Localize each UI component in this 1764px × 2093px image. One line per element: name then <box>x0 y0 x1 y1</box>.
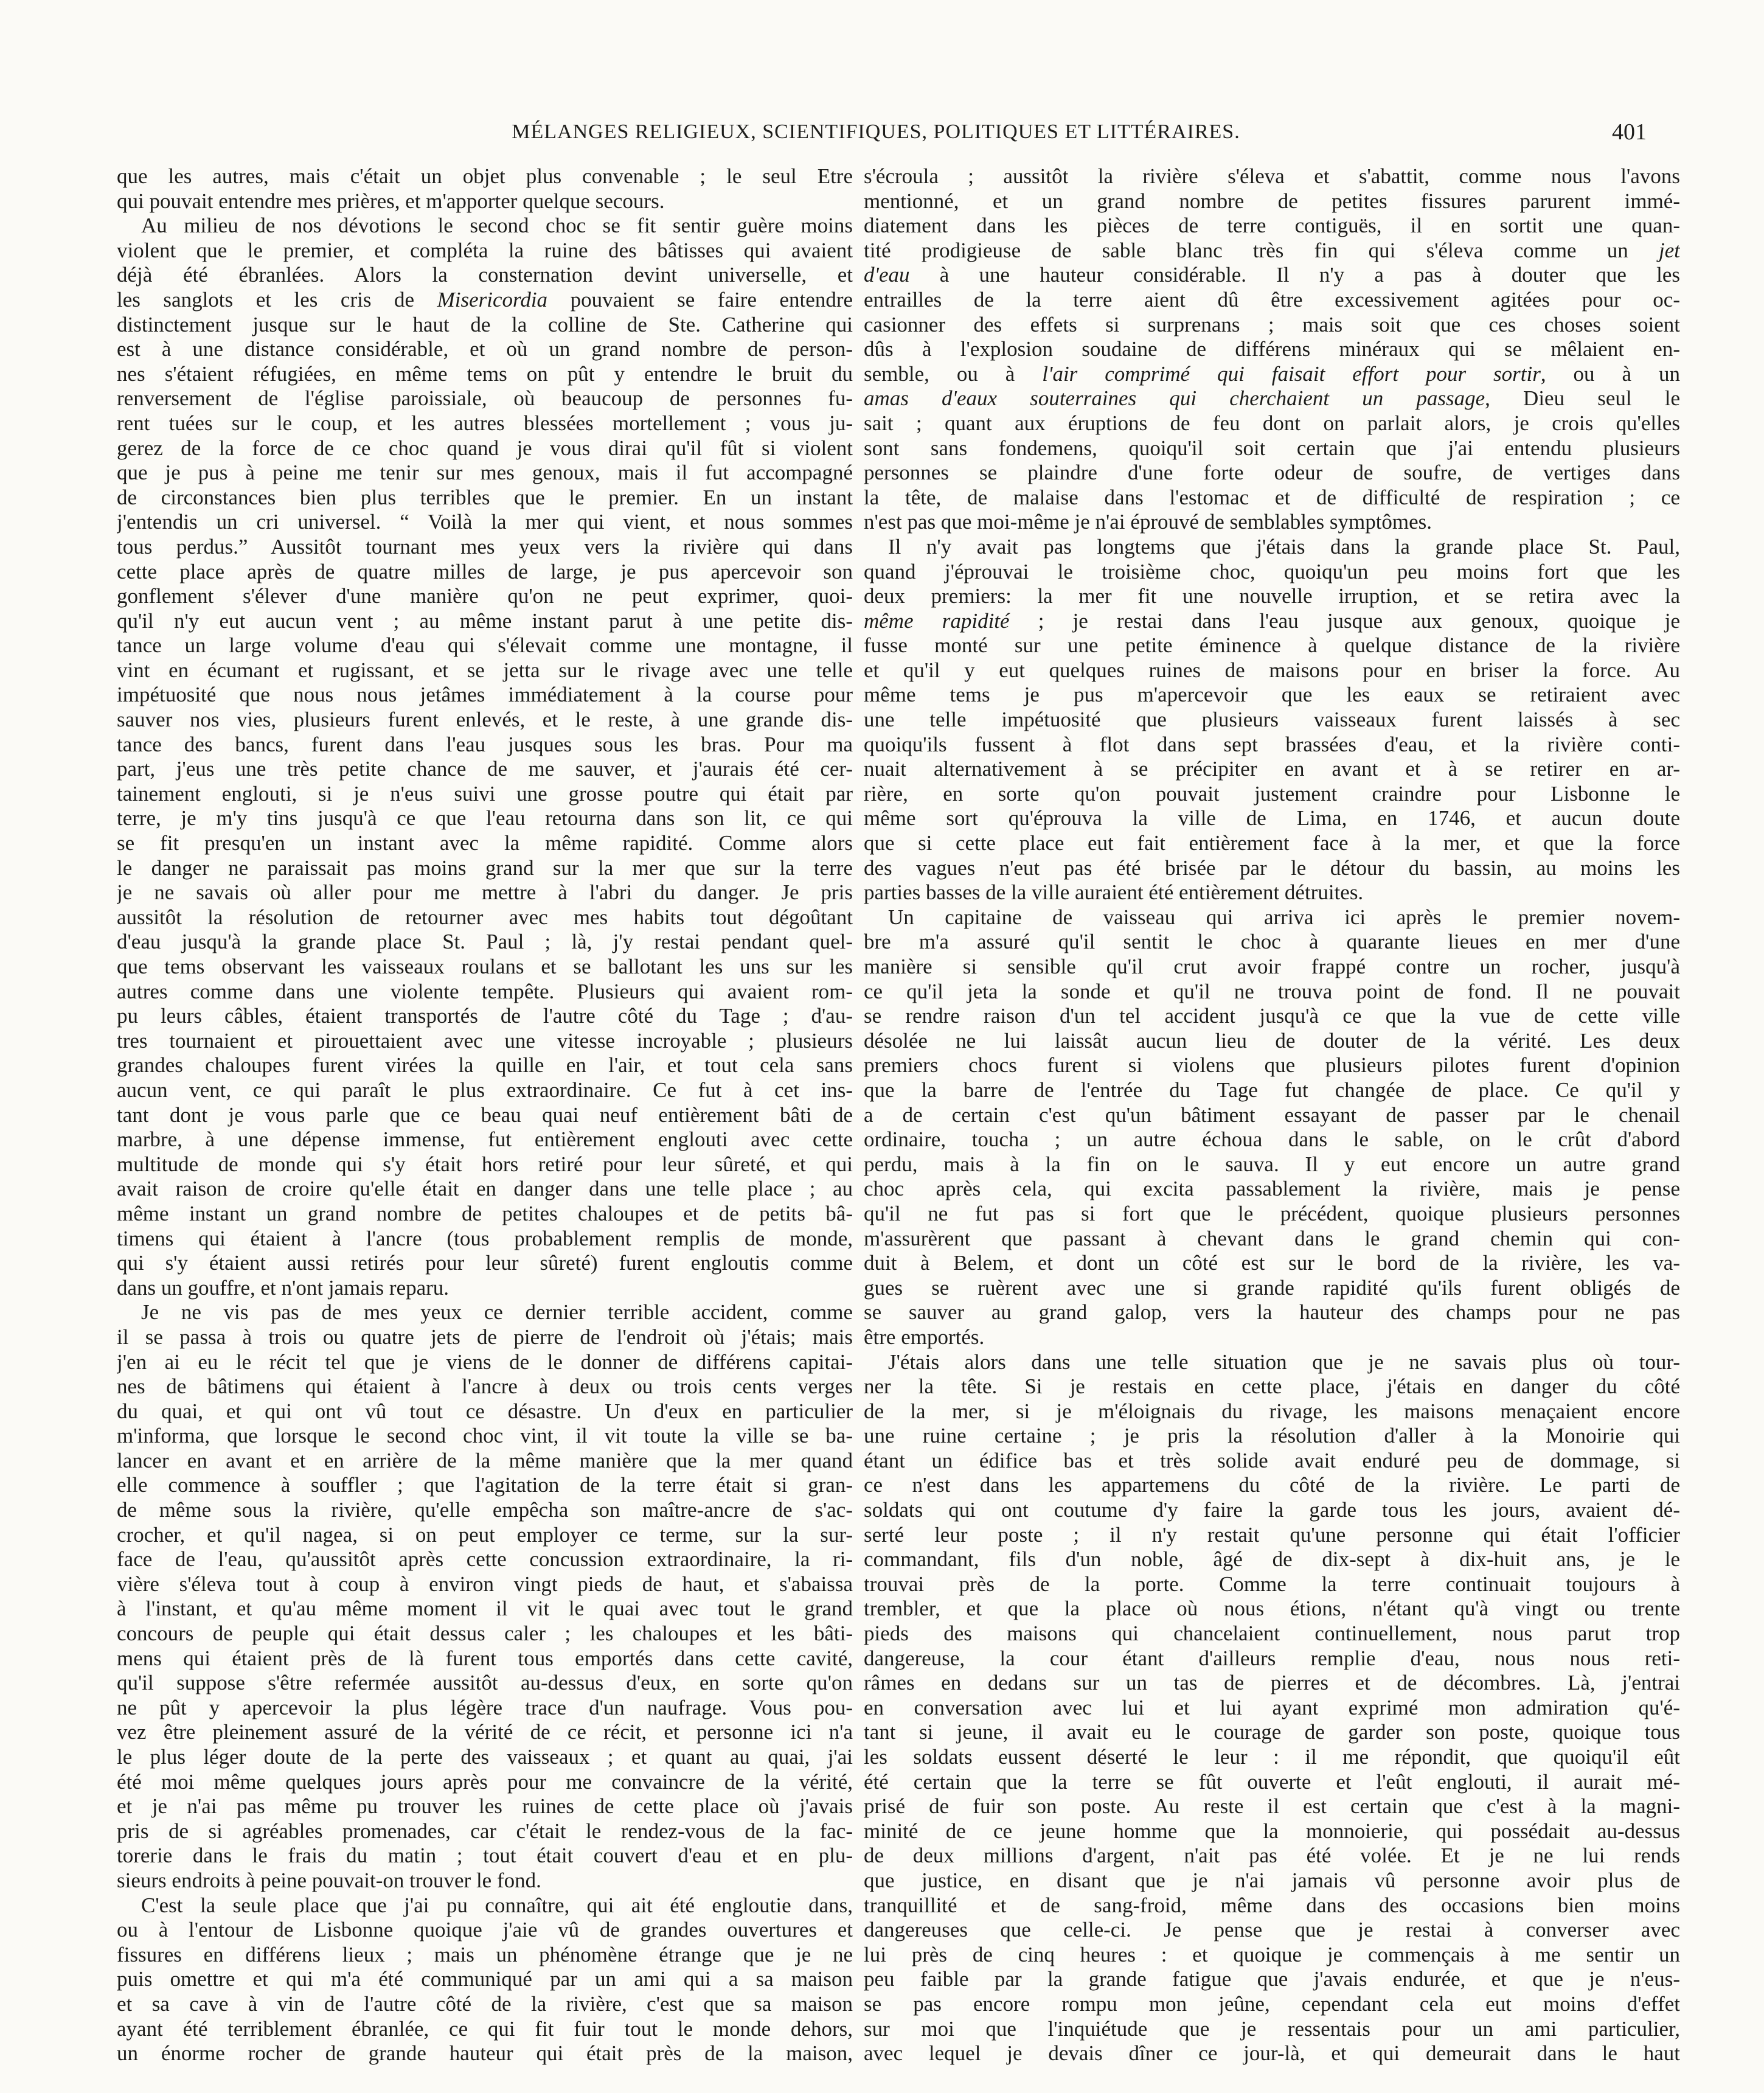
text-line: et qu'il y eut quelques ruines de maisons pour en briser la force. Au <box>864 658 1680 682</box>
text-line: elle commence à souffler ; que l'agitation de la terre était si gran- <box>117 1473 853 1497</box>
text-line <box>864 263 1680 288</box>
text-line: se pas encore rompu mon jeûne, cependant cela eut moins d'effet <box>864 1991 1680 2016</box>
text-line: prisé de fuir son poste. Au reste il est certain que c'est à la magni- <box>864 1794 1680 1819</box>
text-line: nuait alternativement à se précipiter en avant et à se retirer en ar- <box>864 757 1680 781</box>
text-line: renversement de l'église paroissiale, où beaucoup de personnes fu- <box>117 386 853 411</box>
text-line: qui s'y étaient aussi retirés pour leur sûreté) furent engloutis comme <box>117 1251 853 1275</box>
text-line: aussitôt la résolution de retourner avec mes habits tout dégoûtant <box>117 905 853 929</box>
text-segment: les sanglots et les cris de <box>117 287 437 312</box>
text-line: est à une distance considérable, et où un grand nombre de person- <box>117 337 853 361</box>
text-line: tance des bancs, furent dans l'eau jusques sous les bras. Pour ma <box>117 732 853 756</box>
running-head <box>116 117 1682 147</box>
text-line <box>864 386 1680 411</box>
text-line: vière s'éleva tout à coup à environ vingt pieds de haut, et s'abaissa <box>117 1572 853 1596</box>
text-line: lancer en avant et en arrière de la même manière que la mer quand <box>117 1448 853 1472</box>
text-line: sur moi que l'inquiétude que je ressentais pour un ami particulier, <box>864 2016 1680 2041</box>
text-line: fusse monté sur une petite éminence à quelque distance de la rivière <box>864 633 1680 658</box>
text-segment: tité prodigieuse de sable blanc très fin qui s'éleva comme un <box>864 238 1659 262</box>
text-line: autres comme dans une violente tempête. Plusieurs qui avaient rom- <box>117 979 853 1003</box>
text-line: serté leur poste ; il n'y restait qu'une personne qui était l'officier <box>864 1522 1680 1547</box>
text-line <box>864 362 1680 387</box>
text-line: face de l'eau, qu'aussitôt après cette concussion extraordinaire, la ri- <box>117 1547 853 1572</box>
text-line: grandes chaloupes furent virées la quille en l'air, et tout cela sans <box>117 1053 853 1078</box>
text-line: multitude de monde qui s'y était hors retiré pour leur sûreté, et qui <box>117 1152 853 1176</box>
text-line: duit à Belem, et dont un côté est sur le bord de la rivière, les va- <box>864 1251 1680 1275</box>
text-line: fissures en différens lieux ; mais un phénomène étrange que je ne <box>117 1942 853 1966</box>
paragraph <box>864 905 1680 1350</box>
running-head-title: MÉLANGES RELIGIEUX, SCIENTIFIQUES, POLITIQUES ET LITTÉRAIRES. <box>512 120 1240 143</box>
text-line: Il n'y avait pas longtems que j'étais dans la grande place St. Paul, <box>888 534 1680 559</box>
text-line: se rendre raison d'un tel accident jusqu'à ce que la vue de cette ville <box>864 1004 1680 1028</box>
text-line: et sa cave à vin de l'autre côté de la rivière, c'est que sa maison <box>117 1991 853 2016</box>
text-line: tant dont je vous parle que ce beau quai neuf entièrement bâti de <box>117 1102 853 1127</box>
text-line: dangereuses que celle-ci. Je pense que je restai à converser avec <box>864 1918 1680 1942</box>
text-line: qu'il ne fut pas si fort que le précédent, quoique plusieurs personnes <box>864 1201 1680 1225</box>
text-line: une telle impétuosité que plusieurs vaisseaux furent laissés à sec <box>864 708 1680 732</box>
text-line: mentionné, et un grand nombre de petites fissures parurent immé- <box>864 189 1680 213</box>
text-line: peu faible par la grande fatigue que j'avais endurée, et que je n'eus- <box>864 1967 1680 1991</box>
text-line: puis omettre et qui m'a été communiqué par un ami qui a sa maison <box>117 1967 853 1991</box>
text-line: d'eau jusqu'à la grande place St. Paul ; là, j'y restai pendant quel- <box>117 930 853 954</box>
text-line: le plus léger doute de la perte des vaisseaux ; et quant au quai, j'ai <box>117 1745 853 1769</box>
text-line: nes s'étaient réfugiées, en même tems on pût y entendre le bruit du <box>117 361 853 386</box>
text-line: qu'il suppose s'être refermée aussitôt au-dessus d'eux, en sorte qu'on <box>117 1671 853 1695</box>
text-line: J'étais alors dans une telle situation que je ne savais plus où tour- <box>888 1349 1680 1374</box>
text-line: étant un édifice bas et très solide avait enduré peu de dommage, si <box>864 1448 1680 1472</box>
text-line: gerez de la force de ce choc quand je vous dirai qu'il fût si violent <box>117 436 853 460</box>
text-line: part, j'eus une très petite chance de me sauver, et j'aurais été cer- <box>117 757 853 781</box>
text-line: a de certain c'est qu'un bâtiment essayant de passer par le chenail <box>864 1102 1680 1127</box>
text-line: marbre, à une dépense immense, fut entièrement englouti avec cette <box>117 1127 853 1152</box>
text-line: diatement dans les pièces de terre contiguës, il en sortit une quan- <box>864 214 1680 238</box>
text-line: que je pus à peine me tenir sur mes genoux, mais il fut accompagné <box>117 461 853 485</box>
left-column <box>117 164 853 2066</box>
text-line: avec lequel je devais dîner ce jour-là, et qui demeurait dans le haut <box>864 2041 1680 2066</box>
text-line: sont sans fondemens, quoiqu'il soit certain que j'ai entendu plusieurs <box>864 436 1680 460</box>
text-line: ne pût y apercevoir la plus légère trace d'un naufrage. Vous pou- <box>117 1695 853 1719</box>
text-line: qu'il n'y eut aucun vent ; au même instant parut à une petite dis- <box>117 608 853 633</box>
text-line: été moi même quelques jours après pour me convaincre de la vérité, <box>117 1769 853 1794</box>
paragraph <box>117 164 853 214</box>
text-line: casionner des effets si surprenans ; mais soit que ces choses soient <box>864 312 1680 336</box>
text-line: le danger ne paraissait pas moins grand sur la mer que sur la terre <box>117 855 853 880</box>
text-line: parties basses de la ville auraient été entièrement détruites. <box>864 880 1364 905</box>
paragraph <box>864 1350 1680 2066</box>
text-line: dûs à l'explosion soudaine de différens minéraux qui se mêlaient en- <box>864 337 1680 361</box>
text-line: violent que le premier, et compléta la ruine des bâtisses qui avaient <box>117 238 853 262</box>
italic-text: jet <box>1659 238 1680 262</box>
text-line <box>864 239 1680 263</box>
text-line: sieurs endroits à peine pouvait-on trouver le fond. <box>117 1868 541 1892</box>
text-line: se sauver au grand galop, vers la hauteur des champs pour ne pas <box>864 1300 1680 1325</box>
text-line: que justice, en disant que je n'ai jamais vû personne avoir plus de <box>864 1868 1680 1892</box>
text-line: de la mer, si je m'éloignais du rivage, les maisons menaçaient encore <box>864 1399 1680 1423</box>
text-line: torerie dans le frais du matin ; tout était couvert d'eau et en plu- <box>117 1844 853 1868</box>
text-line: des vagues n'eut pas été brisée par le détour du bassin, au moins les <box>864 855 1680 880</box>
text-line: en conversation avec lui et lui ayant exprimé mon admiration qu'é- <box>864 1695 1680 1719</box>
text-line: même instant un grand nombre de petites chaloupes et de petits bâ- <box>117 1201 853 1225</box>
text-line: C'est la seule place que j'ai pu connaître, qui ait été engloutie dans, <box>141 1893 853 1917</box>
paragraph <box>864 535 1680 905</box>
text-line: personnes se plaindre d'une forte odeur de soufre, de vertiges dans <box>864 461 1680 485</box>
text-line: que si cette place eut fait entièrement face à la mer, et que la force <box>864 831 1680 855</box>
text-line: que tems observant les vaisseaux roulans et se ballotant les uns sur les <box>117 955 853 978</box>
text-segment: à une hauteur considérable. Il n'y a pas à douter que les <box>909 263 1680 287</box>
text-line: m'informa, que lorsque le second choc vint, il vit toute la ville se ba- <box>117 1424 853 1448</box>
text-line: la tête, de malaise dans l'estomac et de difficulté de respiration ; ce <box>864 485 1680 509</box>
text-line: trouvai près de la porte. Comme la terre continuait toujours à <box>864 1572 1680 1596</box>
italic-text: d'eau <box>864 263 910 287</box>
text-line: Au milieu de nos dévotions le second choc se fit sentir guère moins <box>141 214 853 238</box>
text-line: j'entendis un cri universel. “ Voilà la mer qui vient, et nous sommes <box>117 510 853 534</box>
text-line: quand j'éprouvai le troisième choc, quoiqu'un peu moins fort que les <box>864 559 1680 583</box>
text-line: de circonstances bien plus terribles que le premier. En un instant <box>117 485 853 509</box>
text-line: qui pouvait entendre mes prières, et m'apporter quelque secours. <box>117 189 665 213</box>
text-line: ordinaire, toucha ; un autre échoua dans le sable, on le crût d'abord <box>864 1127 1680 1152</box>
text-line: rent tuées sur le coup, et les autres blessées mortellement ; vous ju- <box>117 411 853 435</box>
text-line: m'assurèrent que passant à chevant dans le grand chemin qui con- <box>864 1226 1680 1250</box>
text-line: dangereuse, la cour étant d'ailleurs remplie d'eau, nous nous reti- <box>864 1646 1680 1670</box>
text-line: entrailles de la terre aient dû être excessivement agitées pour oc- <box>864 287 1680 312</box>
text-line <box>117 288 853 313</box>
text-line: concours de peuple qui était dessus caler ; les chaloupes et les bâti- <box>117 1621 853 1646</box>
text-line: dans un gouffre, et n'ont jamais reparu. <box>117 1275 450 1300</box>
text-line: quoiqu'ils fussent à flot dans sept brassées d'eau, et la rivière conti- <box>864 732 1680 756</box>
text-line: que la barre de l'entrée du Tage fut changée de place. Ce qu'il y <box>864 1078 1680 1102</box>
text-line: sauver nos vies, plusieurs furent enlevés, et le reste, à une grande dis- <box>117 708 853 732</box>
text-line: distinctement jusque sur le haut de la colline de Ste. Catherine qui <box>117 312 853 336</box>
text-line: commandant, fils d'un noble, âgé de dix-sept à dix-huit ans, je le <box>864 1547 1680 1572</box>
text-line: tance un large volume d'eau qui s'élevait comme une montagne, il <box>117 633 853 658</box>
text-line: été certain que la terre se fût ouverte et l'eût englouti, il aurait mé- <box>864 1769 1680 1794</box>
text-line: même sort qu'éprouva la ville de Lima, en 1746, et aucun doute <box>864 806 1680 831</box>
text-line <box>864 609 1680 634</box>
text-line: pieds des maisons qui chancelaient continuellement, nous parut trop <box>864 1621 1680 1646</box>
text-line: il se passa à trois ou quatre jets de pierre de l'endroit où j'étais; mais <box>117 1325 853 1349</box>
text-segment: , Dieu seul le <box>1485 386 1680 411</box>
text-line: que les autres, mais c'était un objet plus convenable ; le seul Etre <box>117 164 853 188</box>
text-line: Un capitaine de vaisseau qui arriva ici après le premier novem- <box>888 905 1680 929</box>
text-line: déjà été ébranlées. Alors la consternation devint universelle, et <box>117 263 853 287</box>
italic-text: Misericordia <box>437 287 548 312</box>
italic-text: même rapidité <box>864 608 1010 633</box>
text-line: pu leurs câbles, étaient transportés de l'autre côté du Tage ; d'au- <box>117 1004 853 1028</box>
text-line: crocher, et qu'il nagea, si on peut employer ce terme, sur la sur- <box>117 1522 853 1547</box>
text-line: tranquillité et de sang-froid, même dans des occasions bien moins <box>864 1893 1680 1917</box>
text-line: tres tournaient et pirouettaient avec une vitesse incroyable ; plusieurs <box>117 1028 853 1053</box>
paragraph <box>864 164 1680 535</box>
paragraph <box>117 214 853 1300</box>
text-segment: pouvaient se faire entendre <box>547 287 853 312</box>
italic-text: l'air comprimé qui faisait effort pour sortir <box>1042 361 1541 386</box>
text-line: désolée ne lui laissât aucun lieu de douter de la vérité. Les deux <box>864 1028 1680 1053</box>
text-line: impétuosité que nous nous jetâmes immédiatement à la course pour <box>117 683 853 707</box>
text-line: terre, je m'y tins jusqu'à ce que l'eau retourna dans son lit, ce qui <box>117 806 853 831</box>
text-line: timens qui étaient à l'ancre (tous probablement remplis de monde, <box>117 1226 853 1250</box>
text-line: trembler, et que la place où nous étions, n'étant qu'à vingt ou trente <box>864 1597 1680 1621</box>
text-line: avait raison de croire qu'elle était en danger dans une telle place ; au <box>117 1177 853 1201</box>
text-line: deux premiers: la mer fit une nouvelle irruption, et se retira avec la <box>864 584 1680 608</box>
text-line: cette place après de quatre milles de large, je pus apercevoir son <box>117 559 853 583</box>
text-line: tant si jeune, il avait eu le courage de garder son poste, quoique tous <box>864 1720 1680 1744</box>
text-line: gues se ruèrent avec une si grande rapidité qu'ils furent obligés de <box>864 1275 1680 1300</box>
text-line: les soldats eussent déserté le leur : il me répondit, que quoiqu'il eût <box>864 1745 1680 1769</box>
text-line: minité de ce jeune homme que la monnoierie, qui possédait au-dessus <box>864 1819 1680 1843</box>
text-line: Je ne vis pas de mes yeux ce dernier terrible accident, comme <box>141 1300 853 1325</box>
text-line: manière si sensible qu'il crut avoir frappé contre un rocher, jusqu'à <box>864 955 1680 978</box>
text-line: nes de bâtimens qui étaient à l'ancre à deux ou trois cents verges <box>117 1374 853 1399</box>
text-line: à l'instant, et qu'au même moment il vit le quai avec tout le grand <box>117 1597 853 1621</box>
text-line: tous perdus.” Aussitôt tournant mes yeux vers la rivière qui dans <box>117 534 853 559</box>
text-line: lui près de cinq heures : et quoique je commençais à me sentir un <box>864 1942 1680 1966</box>
text-line: de deux millions d'argent, n'ait pas été volée. Et je ne lui rends <box>864 1844 1680 1868</box>
text-line: ce n'est dans les appartemens du côté de la rivière. Le parti de <box>864 1473 1680 1497</box>
text-line: râmes en dedans sur un tas de pierres et de décombres. Là, j'entrai <box>864 1671 1680 1695</box>
text-line: tainement englouti, si je n'eus suivi une grosse poutre qui était par <box>117 781 853 806</box>
text-line: du quai, et qui ont vû tout ce désastre. Un d'eux en particulier <box>117 1399 853 1423</box>
text-line: ou à l'entour de Lisbonne quoique j'aie vû de grandes ouvertures et <box>117 1918 853 1942</box>
paragraph <box>117 1893 853 2066</box>
text-line: soldats qui ont coutume d'y faire la garde tous les jours, avaient dé- <box>864 1498 1680 1522</box>
text-line: même tems je pus m'apercevoir que les eaux se retiraient avec <box>864 683 1680 707</box>
text-line: choc après cela, qui excita passablement la rivière, mais je pense <box>864 1177 1680 1201</box>
text-line: ner la tête. Si je restais en cette place, j'étais en danger du côté <box>864 1374 1680 1399</box>
text-segment: , ou à un <box>1540 361 1680 386</box>
page-number: 401 <box>1612 119 1647 145</box>
text-line: ce qu'il jeta la sonde et qu'il ne trouva point de fond. Il ne pouvait <box>864 979 1680 1003</box>
text-line: s'écroula ; aussitôt la rivière s'éleva et s'abattit, comme nous l'avons <box>864 164 1680 188</box>
italic-text: amas d'eaux souterraines qui cherchaient un passage <box>864 386 1485 411</box>
text-line: une ruine certaine ; je pris la résolution d'aller à la Monoirie qui <box>864 1424 1680 1448</box>
text-line: gonflement s'élever d'une manière qu'on ne peut exprimer, quoi- <box>117 584 853 608</box>
text-line: rière, en sorte qu'on pouvait justement craindre pour Lisbonne le <box>864 781 1680 806</box>
text-line: j'en ai eu le récit tel que je viens de le donner de différens capitai- <box>117 1349 853 1374</box>
text-line: n'est pas que moi-même je n'ai éprouvé de semblables symptômes. <box>864 510 1432 534</box>
text-line: bre m'a assuré qu'il sentit le choc à quarante lieues en mer d'une <box>864 930 1680 954</box>
text-line: je ne savais où aller pour me mettre à l'abri du danger. Je pris <box>117 880 853 905</box>
text-segment: semble, ou à <box>864 361 1043 386</box>
text-line: premiers chocs furent si violens que plusieurs pilotes furent d'opinion <box>864 1053 1680 1078</box>
text-line: vez être pleinement assuré de la vérité de ce récit, et personne ici n'a <box>117 1720 853 1744</box>
text-line: et je n'ai pas même pu trouver les ruines de cette place où j'avais <box>117 1794 853 1819</box>
text-line: aucun vent, ce qui paraît le plus extraordinaire. Ce fut à cet ins- <box>117 1078 853 1102</box>
text-line: se fit presqu'en un instant avec la même rapidité. Comme alors <box>117 831 853 855</box>
text-segment: ; je restai dans l'eau jusque aux genoux, quoique je <box>1009 608 1680 633</box>
text-line: de même sous la rivière, qu'elle empêcha son maître-ancre de s'ac- <box>117 1498 853 1522</box>
paragraph <box>117 1300 853 1893</box>
text-line: un énorme rocher de grande hauteur qui était près de la maison, <box>117 2041 853 2066</box>
right-column <box>864 164 1680 2066</box>
text-line: vint en écumant et rugissant, et se jetta sur le rivage avec une telle <box>117 658 853 682</box>
text-line: ayant été terriblement ébranlée, ce qui fit fuir tout le monde dehors, <box>117 2016 853 2041</box>
text-line: perdu, mais à la fin on le sauva. Il y eut encore un autre grand <box>864 1152 1680 1176</box>
text-line: pris de si agréables promenades, car c'était le rendez-vous de la fac- <box>117 1819 853 1843</box>
text-line: être emportés. <box>864 1325 985 1349</box>
text-line: sait ; quant aux éruptions de feu dont on parlait alors, je crois qu'elles <box>864 411 1680 435</box>
text-line: mens qui étaient près de là furent tous emportés dans cette cavité, <box>117 1646 853 1670</box>
